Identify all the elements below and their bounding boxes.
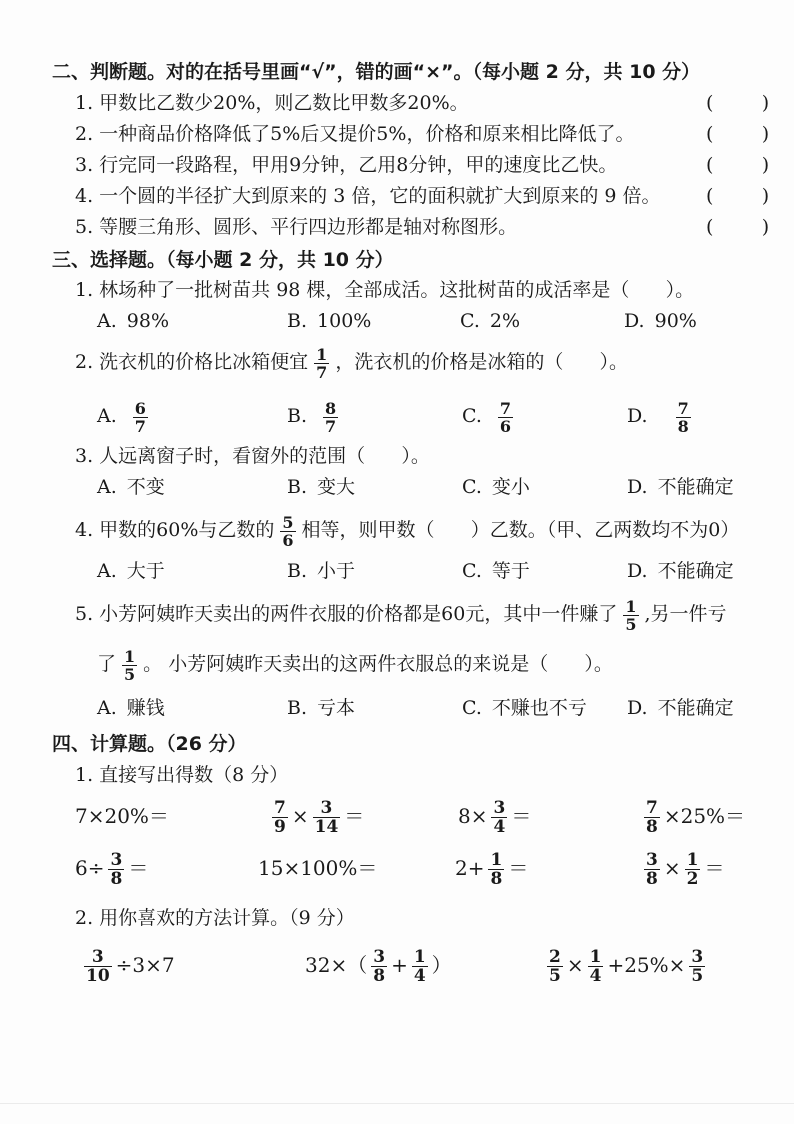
option-value: 98% [126, 310, 169, 332]
fraction-denominator: 5 [549, 966, 561, 986]
fraction-denominator: 6 [282, 530, 294, 550]
judgement-answer-blank-3: ( ) [706, 154, 770, 176]
expression-text: ÷3×7 [115, 953, 175, 977]
question-text: 2. 洗衣机的价格比冰箱便宜 [75, 351, 309, 373]
fraction-denominator: 8 [110, 869, 123, 889]
choice-3-option-c [462, 475, 530, 499]
fraction [323, 400, 338, 435]
question-text: 相等，则甲数（ ）乙数。（甲、乙两数均不为0） [301, 519, 740, 541]
expression-text: ＝ [704, 856, 725, 880]
expression-text: 15×100%＝ [258, 856, 378, 880]
fraction [689, 948, 705, 985]
fraction-denominator: 8 [490, 869, 503, 889]
judgement-answer-blank-5: ( ) [706, 216, 770, 238]
expression-text: ×25%＝ [663, 804, 746, 828]
expression-text: × [566, 953, 584, 977]
option-label: B. [287, 560, 308, 582]
fraction-denominator: 7 [316, 362, 328, 382]
option-label: B. [287, 697, 308, 719]
choice-1-option-a [97, 309, 169, 333]
section-calculation-title: 四、计算题。（26 分） [52, 733, 247, 755]
choice-3-option-d [627, 475, 734, 499]
fraction [644, 799, 660, 836]
option-value: 100% [317, 310, 372, 332]
expression-text: 2+ [455, 856, 485, 880]
option-label: A. [97, 476, 117, 498]
fraction-numerator: 1 [413, 947, 426, 967]
expression-text: × [663, 856, 681, 880]
calc-row2-item-3 [455, 848, 528, 888]
fraction [491, 799, 507, 836]
choice-4-option-d [627, 559, 734, 583]
fraction-denominator: 4 [589, 966, 602, 986]
question-text: ，洗衣机的价格是冰箱的（ ）。 [335, 351, 629, 373]
option-label: D. [627, 560, 648, 582]
expression-text: × [291, 804, 309, 828]
option-value: 变大 [317, 476, 356, 498]
fraction-numerator: 1 [589, 947, 602, 967]
option-value: 2% [489, 310, 521, 332]
fraction-numerator: 1 [316, 344, 328, 364]
question-text: ,另一件亏 [644, 603, 727, 625]
option-label: A. [97, 310, 117, 332]
calc-row2-item-1 [75, 848, 148, 888]
choice-5-option-d [627, 696, 734, 720]
fraction-numerator: 3 [646, 850, 658, 870]
option-value: 小于 [317, 560, 356, 582]
expression-text: ＝ [344, 804, 365, 828]
judgement-answer-blank-2: ( ) [706, 123, 770, 145]
fraction-numerator: 3 [373, 947, 386, 967]
choice-2-option-a [97, 396, 154, 436]
expression-text: ） [431, 953, 452, 977]
option-value: 不赚也不亏 [491, 697, 587, 719]
option-label: D. [627, 697, 648, 719]
fraction [272, 799, 288, 836]
fraction [280, 514, 295, 549]
fraction-numerator: 5 [282, 512, 294, 532]
choice-1-option-b [287, 309, 371, 333]
fraction-denominator: 8 [646, 869, 658, 889]
fraction [133, 400, 148, 435]
judgement-answer-blank-4: ( ) [706, 185, 770, 207]
fraction-numerator: 7 [499, 398, 512, 418]
choice-2-option-d [627, 396, 697, 436]
option-value: 大于 [126, 560, 165, 582]
fraction-numerator: 3 [313, 799, 341, 818]
choice-5-option-b [287, 696, 355, 720]
choice-3-option-a [97, 475, 165, 499]
calc-part2-item-3 [543, 945, 709, 985]
option-label: A. [97, 560, 117, 582]
scan-bottom-edge [0, 1103, 794, 1104]
choice-2-option-b [287, 396, 344, 436]
section-judgement-title: 二、判断题。对的在括号里画“√”，错的画“×”。（每小题 2 分，共 10 分） [52, 61, 701, 83]
judgement-item-5: 5. 等腰三角形、圆形、平行四边形都是轴对称图形。 [75, 216, 518, 238]
fraction-denominator: 7 [134, 416, 146, 436]
choice-5-option-c [462, 696, 587, 720]
fraction-numerator: 7 [274, 798, 286, 818]
question-text: 了 [97, 653, 117, 675]
option-label: D. [624, 310, 645, 332]
fraction-denominator: 10 [86, 966, 110, 986]
fraction-numerator: 8 [325, 398, 337, 418]
option-value: 90% [654, 310, 697, 332]
expression-text: 7×20%＝ [75, 804, 169, 828]
fraction-numerator: 6 [134, 398, 146, 418]
option-label: B. [287, 476, 308, 498]
calc-row2-item-4 [640, 848, 724, 888]
fraction-numerator: 3 [110, 850, 123, 870]
choice-question-5-line-2 [97, 644, 613, 684]
fraction [122, 648, 137, 683]
question-text: 。 小芳阿姨昨天卖出的这两件衣服总的来说是（ ）。 [143, 653, 613, 675]
choice-5-option-a [97, 696, 165, 720]
fraction [498, 400, 513, 435]
option-value: 赚钱 [126, 697, 165, 719]
option-label: C. [462, 405, 482, 427]
expression-text: 6÷ [75, 856, 105, 880]
calc-row1-item-4 [640, 796, 745, 836]
option-label: B. [287, 310, 308, 332]
section-choice-title: 三、选择题。（每小题 2 分，共 10 分） [52, 249, 394, 271]
fraction [314, 346, 329, 381]
expression-text: 8× [458, 804, 488, 828]
choice-3-option-b [287, 475, 355, 499]
calculation-part-2-title: 2. 用你喜欢的方法计算。（9 分） [75, 907, 355, 929]
option-label: C. [462, 697, 482, 719]
option-label: D. [627, 405, 648, 427]
fraction-denominator: 7 [325, 416, 337, 436]
option-label: D. [627, 476, 648, 498]
fraction-denominator: 14 [314, 817, 339, 837]
choice-4-option-c [462, 559, 530, 583]
choice-1-option-d [624, 309, 697, 333]
fraction-numerator: 2 [549, 947, 561, 967]
choice-2-option-c [462, 396, 519, 436]
fraction-denominator: 8 [646, 817, 658, 837]
fraction-denominator: 5 [691, 966, 704, 986]
expression-text: 32×（ [305, 953, 368, 977]
calculation-part-1-title: 1. 直接写出得数（8 分） [75, 764, 289, 786]
option-value: 不变 [126, 476, 165, 498]
fraction [108, 851, 124, 888]
fraction-numerator: 3 [493, 798, 506, 818]
fraction [588, 948, 604, 985]
calc-part2-item-2 [305, 945, 452, 985]
fraction-numerator: 1 [124, 646, 136, 666]
fraction-numerator: 7 [677, 398, 689, 418]
option-value: 不能确定 [657, 560, 734, 582]
fraction [313, 799, 341, 836]
option-value: 不能确定 [657, 697, 734, 719]
choice-1-option-c [460, 309, 520, 333]
choice-question-2 [75, 342, 628, 382]
fraction [685, 851, 701, 888]
option-label: C. [462, 476, 482, 498]
choice-question-1: 1. 林场种了一批树苗共 98 棵，全部成活。这批树苗的成活率是（ ）。 [75, 279, 695, 301]
option-label: B. [287, 405, 308, 427]
fraction [488, 851, 504, 888]
fraction-numerator: 1 [686, 850, 699, 870]
option-label: C. [460, 310, 480, 332]
calc-part2-item-1 [80, 945, 175, 985]
fraction-denominator: 8 [677, 416, 689, 436]
choice-question-3: 3. 人远离窗子时，看窗外的范围（ ）。 [75, 445, 430, 467]
question-text: 4. 甲数的60%与乙数的 [75, 519, 275, 541]
expression-text: +25%× [607, 953, 686, 977]
fraction-denominator: 6 [499, 416, 512, 436]
fraction-denominator: 5 [625, 614, 637, 634]
fraction-denominator: 4 [413, 966, 426, 986]
question-text: 5. 小芳阿姨昨天卖出的两件衣服的价格都是60元，其中一件赚了 [75, 603, 618, 625]
fraction [676, 400, 691, 435]
choice-question-4 [75, 510, 739, 550]
fraction [623, 598, 638, 633]
choice-4-option-b [287, 559, 355, 583]
option-value: 不能确定 [657, 476, 734, 498]
fraction-denominator: 8 [373, 966, 386, 986]
expression-text: ＝ [128, 856, 149, 880]
judgement-answer-blank-1: ( ) [706, 92, 770, 114]
judgement-item-2: 2. 一种商品价格降低了5%后又提价5%，价格和原来相比降低了。 [75, 123, 635, 145]
fraction-numerator: 7 [646, 798, 658, 818]
fraction-numerator: 1 [625, 596, 637, 616]
fraction-denominator: 2 [686, 869, 699, 889]
fraction [371, 948, 387, 985]
fraction [84, 948, 112, 985]
fraction-denominator: 4 [493, 817, 506, 837]
calc-row2-item-2 [258, 848, 377, 888]
judgement-item-4: 4. 一个圆的半径扩大到原来的 3 倍，它的面积就扩大到原来的 9 倍。 [75, 185, 661, 207]
fraction-denominator: 5 [124, 664, 136, 684]
option-value: 等于 [491, 560, 530, 582]
calc-row1-item-2 [268, 796, 364, 836]
option-label: A. [97, 697, 117, 719]
fraction [547, 948, 563, 985]
fraction-numerator: 1 [490, 850, 503, 870]
choice-question-5-line-1 [75, 594, 727, 634]
choice-4-option-a [97, 559, 165, 583]
expression-text: ＝ [508, 856, 529, 880]
fraction [412, 948, 428, 985]
fraction-numerator: 3 [691, 947, 704, 967]
calc-row1-item-1 [75, 796, 169, 836]
option-value: 亏本 [317, 697, 356, 719]
expression-text: + [391, 953, 408, 977]
judgement-item-1: 1. 甲数比乙数少20%，则乙数比甲数多20%。 [75, 92, 469, 114]
judgement-item-3: 3. 行完同一段路程，甲用9分钟，乙用8分钟，甲的速度比乙快。 [75, 154, 618, 176]
expression-text: ＝ [511, 804, 532, 828]
fraction-numerator: 3 [84, 948, 112, 967]
option-label: A. [97, 405, 117, 427]
option-value: 变小 [491, 476, 530, 498]
fraction-denominator: 9 [274, 817, 286, 837]
fraction [644, 851, 660, 888]
option-label: C. [462, 560, 482, 582]
calc-row1-item-3 [458, 796, 531, 836]
